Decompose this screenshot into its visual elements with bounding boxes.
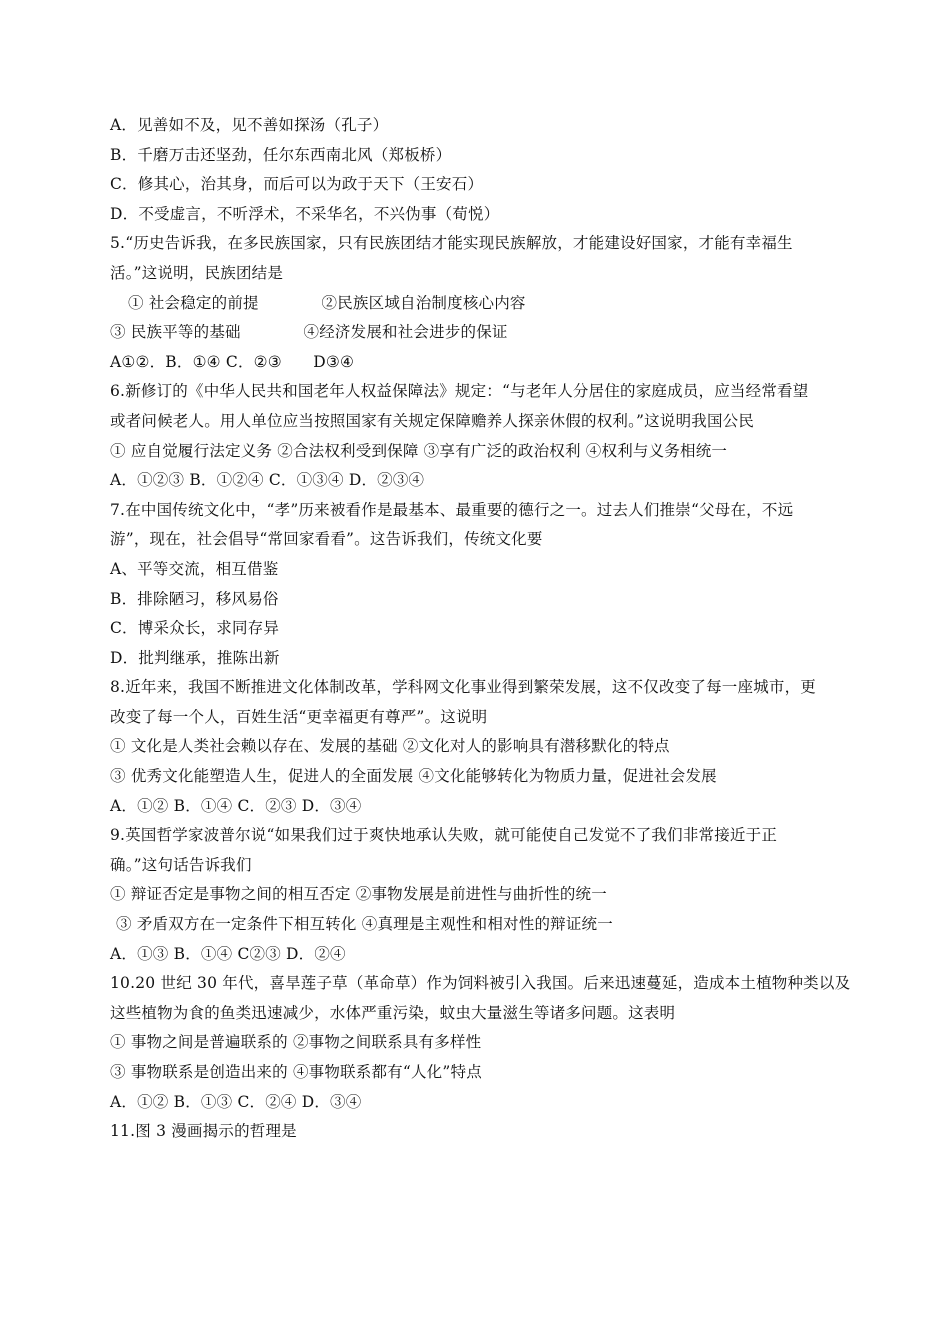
question-10-statement-1-2: ① 事物之间是普遍联系的 ②事物之间联系具有多样性 <box>110 1033 482 1052</box>
option-7b: B．排除陋习，移风易俗 <box>110 589 279 608</box>
option-7d: D．批判继承，推陈出新 <box>110 648 280 667</box>
question-8-text-2: 改变了每一个人，百姓生活“更幸福更有尊严”。这说明 <box>110 707 488 726</box>
question-5-statement-1-2: ① 社会稳定的前提 ②民族区域自治制度核心内容 <box>128 293 526 312</box>
question-6-answers: A．①②③ B．①②④ C．①③④ D．②③④ <box>110 471 425 490</box>
question-9-statement-1-2: ① 辩证否定是事物之间的相互否定 ②事物发展是前进性与曲折性的统一 <box>110 885 607 904</box>
question-9-text-1: 9.英国哲学家波普尔说“如果我们过于爽快地承认失败，就可能使自己发觉不了我们非常接近于正 <box>110 826 778 845</box>
option-4c: C．修其心，治其身，而后可以为政于天下（王安石） <box>110 175 484 194</box>
question-8-text-1: 8.近年来，我国不断推进文化体制改革，学科网文化事业得到繁荣发展，这不仅改变了每一座城市，更 <box>110 678 816 697</box>
question-5-text-2: 活。”这说明，民族团结是 <box>110 263 284 282</box>
question-7-text-2: 游”，现在，社会倡导“常回家看看”。这告诉我们，传统文化要 <box>110 530 543 549</box>
option-7a: A、平等交流，相互借鉴 <box>110 559 279 578</box>
option-4d: D．不受虚言，不听浮术，不采华名，不兴伪事（荀悦） <box>110 204 500 223</box>
question-10-answers: A．①② B．①③ C．②④ D．③④ <box>110 1092 362 1111</box>
question-6-text-1: 6.新修订的《中华人民共和国老年人权益保障法》规定：“与老年人分居住的家庭成员，应当经常看望 <box>110 382 809 401</box>
question-6-statements: ① 应自觉履行法定义务 ②合法权利受到保障 ③享有广泛的政治权利 ④权利与义务相统一 <box>110 441 728 460</box>
question-8-answers: A．①② B．①④ C．②③ D．③④ <box>110 796 362 815</box>
question-5-text-1: 5.“历史告诉我，在多民族国家，只有民族团结才能实现民族解放，才能建设好国家，才能有幸福生 <box>110 234 793 253</box>
question-9-text-2: 确。”这句话告诉我们 <box>110 855 252 874</box>
question-8-statement-1-2: ① 文化是人类社会赖以存在、发展的基础 ②文化对人的影响具有潜移默化的特点 <box>110 737 670 756</box>
question-11-text: 11.图 3 漫画揭示的哲理是 <box>110 1122 297 1141</box>
exam-page <box>110 111 855 1147</box>
option-7c: C．博采众长，求同存异 <box>110 619 280 638</box>
question-8-statement-3-4: ③ 优秀文化能塑造人生，促进人的全面发展 ④文化能够转化为物质力量，促进社会发展 <box>110 767 717 786</box>
question-5-answers: A①②．B．①④ C．②③ D③④ <box>110 352 355 371</box>
question-9-statement-3-4: ③ 矛盾双方在一定条件下相互转化 ④真理是主观性和相对性的辩证统一 <box>116 915 613 934</box>
question-10-text-2: 这些植物为食的鱼类迅速减少，水体严重污染，蚊虫大量滋生等诸多问题。这表明 <box>110 1003 676 1022</box>
question-5-statement-3-4: ③ 民族平等的基础 ④经济发展和社会进步的保证 <box>110 323 508 342</box>
option-4b: B．千磨万击还坚劲，任尔东西南北风（郑板桥） <box>110 145 452 164</box>
question-9-answers: A．①③ B．①④ C②③ D．②④ <box>110 944 346 963</box>
question-10-statement-3-4: ③ 事物联系是创造出来的 ④事物联系都有“人化”特点 <box>110 1063 482 1081</box>
question-6-text-2: 或者问候老人。用人单位应当按照国家有关规定保障赡养人探亲休假的权利。”这说明我国公民 <box>110 411 755 430</box>
question-10-text-1: 10.20 世纪 30 年代，喜旱莲子草（革命草）作为饲料被引入我国。后来迅速蔓延，造成本土植物种类以及 <box>110 974 851 993</box>
question-7-text-1: 7.在中国传统文化中，“孝”历来被看作是最基本、最重要的德行之一。过去人们推崇“父母在，不远 <box>110 500 794 519</box>
option-4a: A．见善如不及，见不善如探汤（孔子） <box>110 116 389 134</box>
